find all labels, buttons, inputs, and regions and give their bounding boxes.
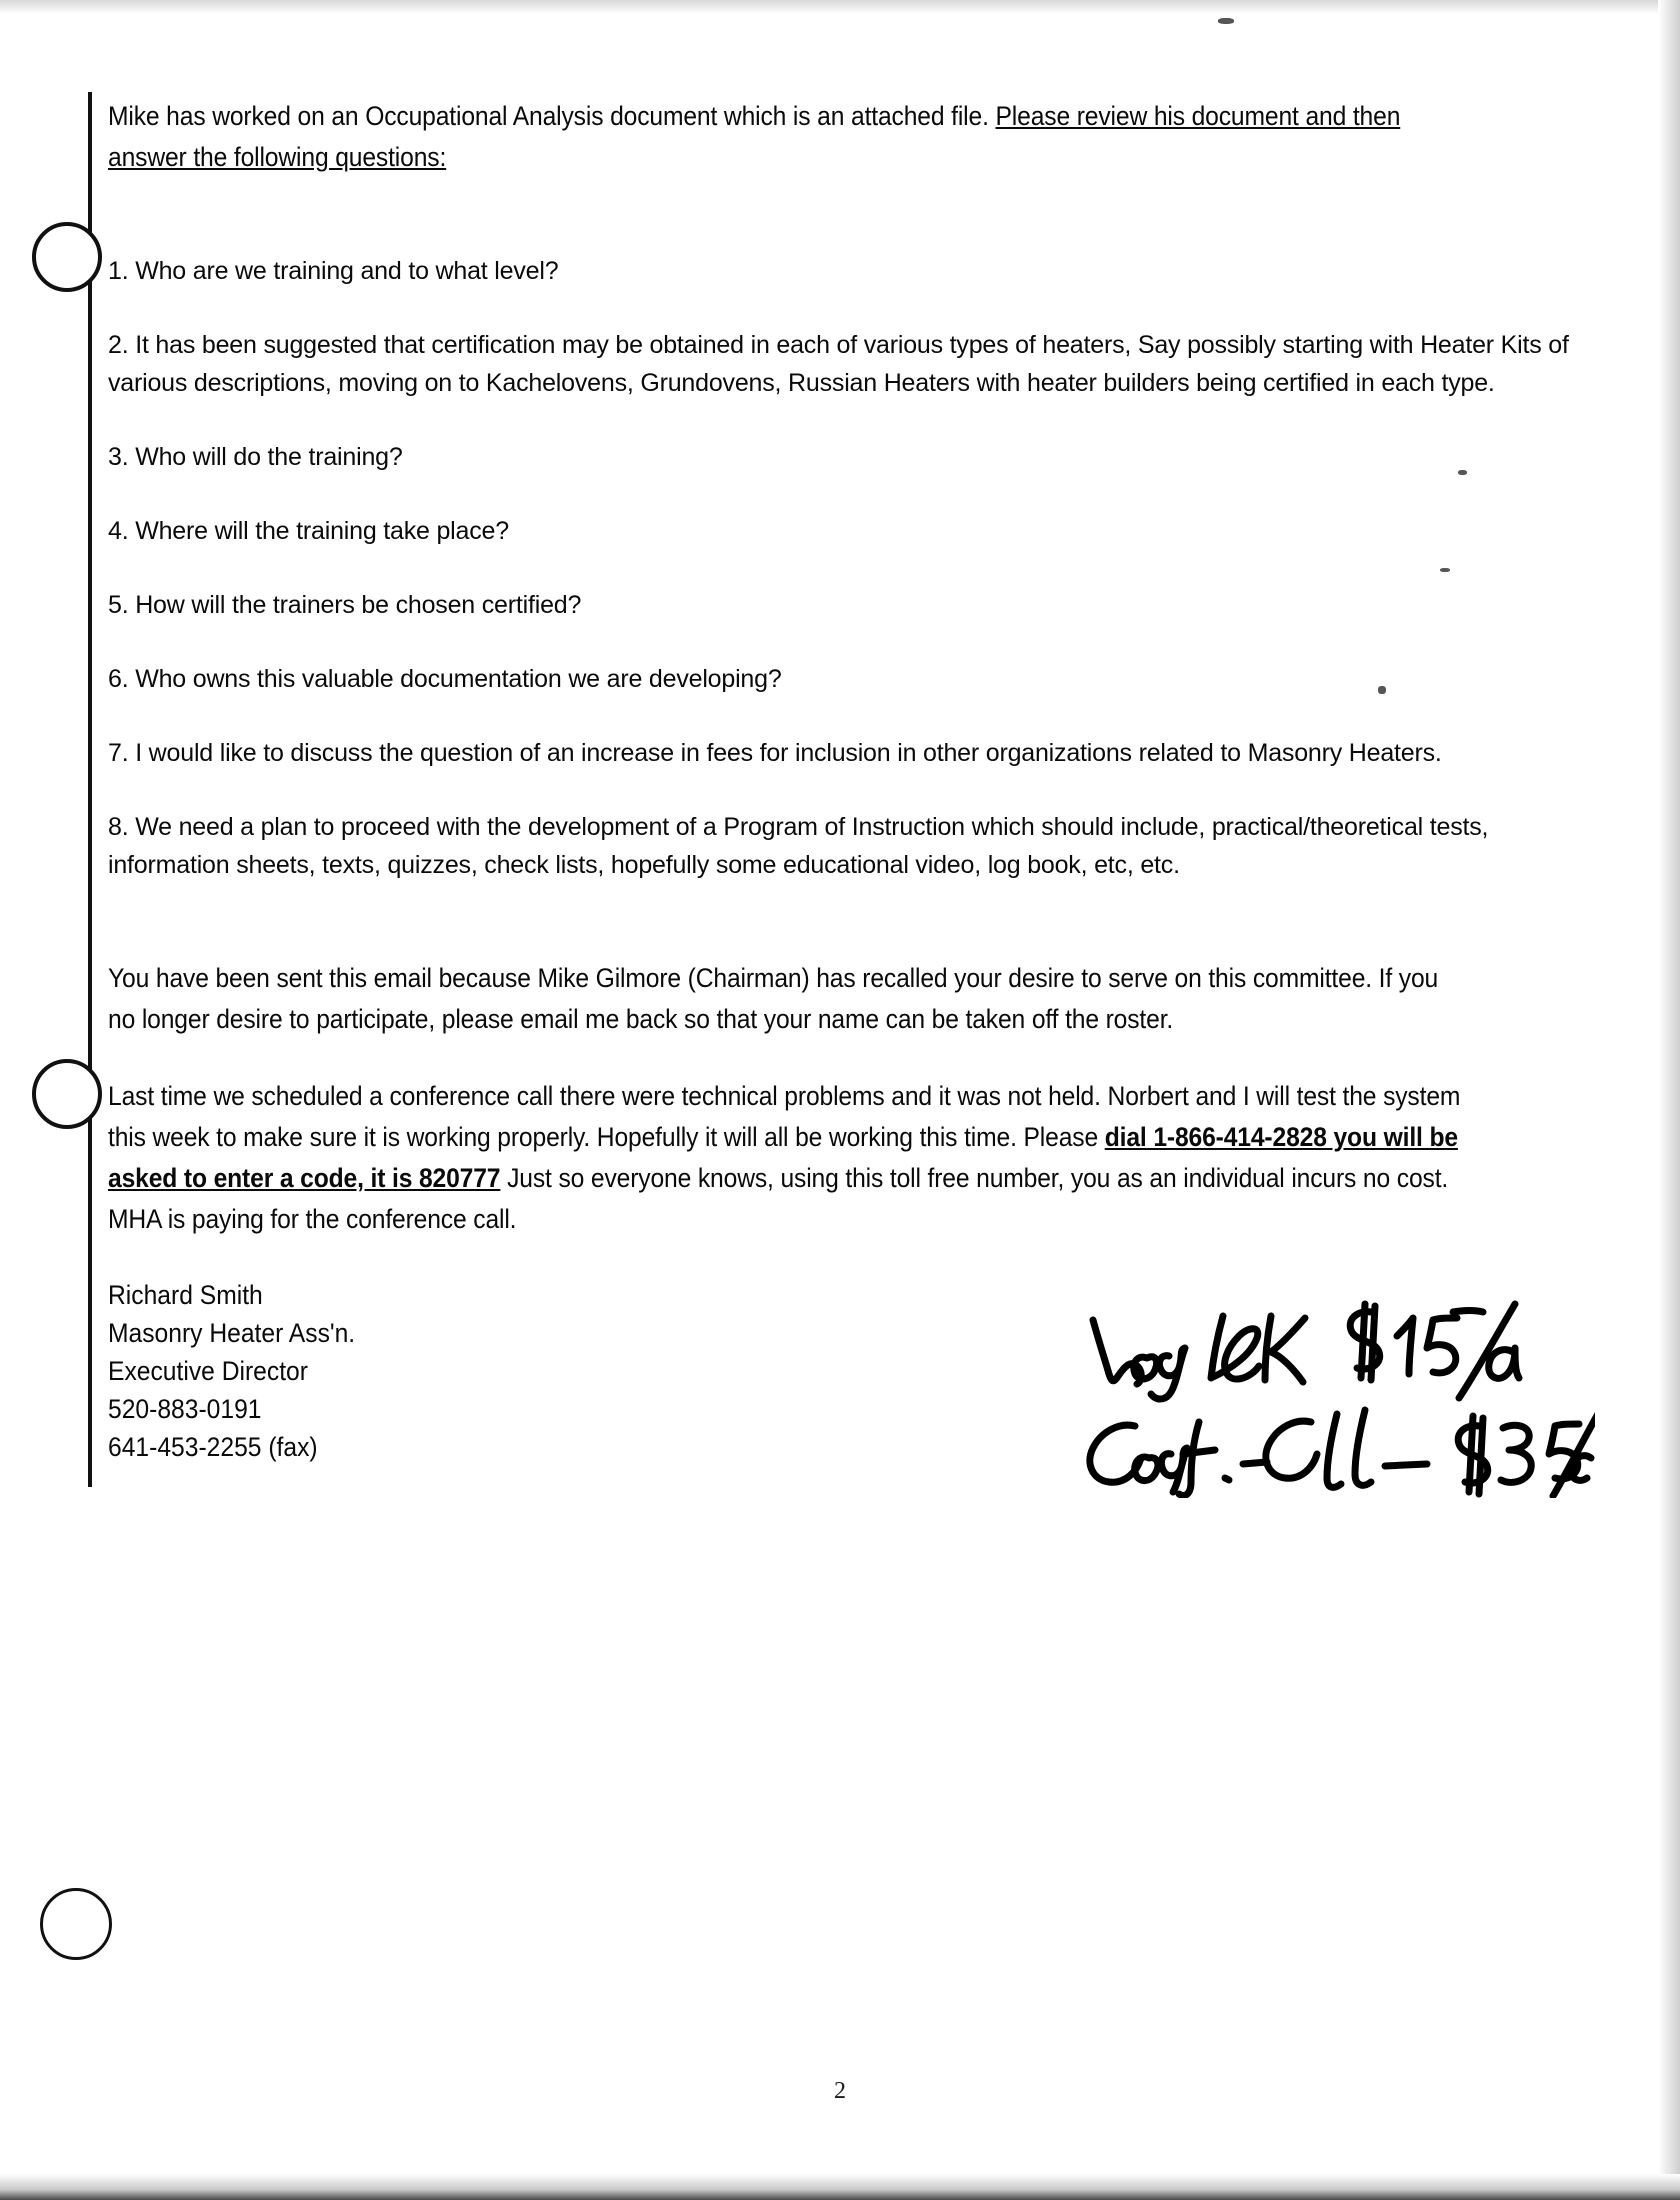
question-7: 7. I would like to discuss the question of an increase in fees for inclusion in other organizations related to Masonry Heaters.: [108, 739, 1442, 767]
margin-rule-line: [88, 92, 92, 1487]
hole-punch-middle: [32, 1059, 102, 1129]
signature-phone: 520-883-0191: [108, 1394, 262, 1424]
hole-punch-bottom: [40, 1888, 112, 1960]
question-4: 4. Where will the training take place?: [108, 517, 509, 545]
conference-call-dial-in: dial 1-866-414-2828 you will be asked to enter a code, it is 820777: [108, 1122, 1458, 1193]
intro-paragraph: [108, 96, 1470, 178]
intro-plain-text: Mike has worked on an Occupational Analysis document which is an attached file.: [108, 101, 996, 131]
question-8: 8. We need a plan to proceed with the development of a Program of Instruction which should include, practical/theoretical tests, information sheets, texts, quizzes, check lists, hopefully some educational video, log book, etc, etc.: [108, 813, 1489, 879]
signature-title: Executive Director: [108, 1356, 308, 1386]
conference-call-text-part2: Just so everyone knows, using this toll free number, you as an individual incurs no cost. MHA is paying for the conference call.: [108, 1163, 1449, 1234]
intro-underlined-text: Please review his document and then answer the following questions:: [108, 101, 1401, 172]
scan-edge-bottom: [0, 2174, 1680, 2200]
signature-organization: Masonry Heater Ass'n.: [108, 1318, 356, 1348]
document-body: [108, 96, 1573, 1466]
signature-name: Richard Smith: [108, 1280, 263, 1310]
question-6: 6. Who owns this valuable documentation we are developing?: [108, 665, 782, 693]
page-number: 2: [834, 2078, 846, 2104]
scan-edge-top: [0, 0, 1680, 14]
question-2: 2. It has been suggested that certification may be obtained in each of various types of heaters, Say possibly starting with Heater Kits of various descriptions, moving on to Kachelovens, Grundovens, Russian Heaters with heater builders being certified in each type.: [108, 331, 1569, 397]
hole-punch-top: [32, 222, 102, 292]
committee-paragraph: You have been sent this email because Mike Gilmore (Chairman) has recalled your desire to serve on this committee. If you no longer desire to participate, please email me back so that your name can be taken off the roster.: [108, 963, 1439, 1034]
scan-speckle: [1218, 18, 1234, 24]
question-3: 3. Who will do the training?: [108, 443, 403, 471]
signature-block: [108, 1276, 1470, 1466]
question-5: 5. How will the trainers be chosen certified?: [108, 591, 582, 619]
conference-call-text-part1: Last time we scheduled a conference call there were technical problems and it was not held. Norbert and I will test the system this week to make sure it is working properly. Hopefully it will all be working this time. Please: [108, 1081, 1461, 1152]
question-1: 1. Who are we training and to what level?: [108, 257, 559, 285]
signature-fax: 641-453-2255 (fax): [108, 1432, 318, 1462]
scan-edge-right: [1658, 0, 1680, 2200]
conference-call-paragraph: [108, 1076, 1470, 1240]
